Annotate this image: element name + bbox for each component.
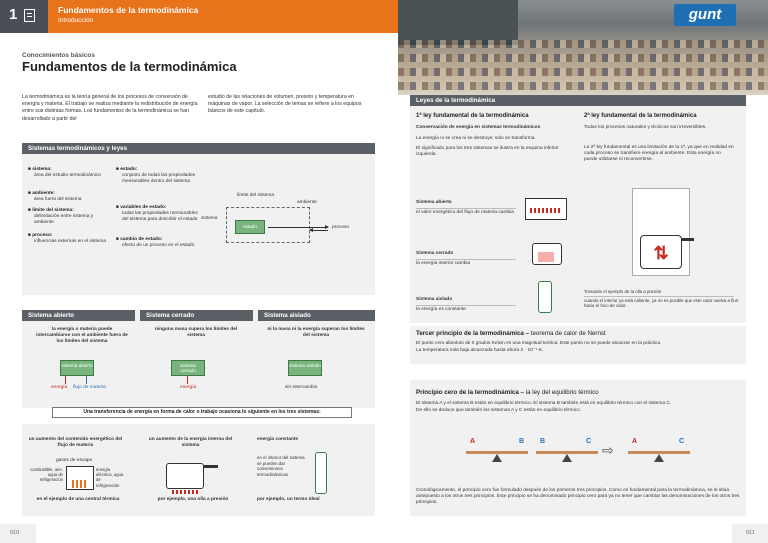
divider xyxy=(416,259,516,260)
example-isolated-desc: la energía es constante xyxy=(416,307,466,312)
limit-label: límite del sistema xyxy=(237,193,275,198)
third-law-line2: La temperatura más baja alcanzada hasta ahora 2 · 10⁻⁹ K. xyxy=(416,348,544,353)
audience-row xyxy=(398,54,768,62)
zeroth-law-title-rest: la ley del equilibrio térmico xyxy=(523,389,599,396)
open-flow-label: flujo de materia xyxy=(73,385,106,390)
thermos-icon xyxy=(538,281,552,313)
desc: área fuera del sistema xyxy=(34,197,82,203)
heat-arrows-icon: ⇅ xyxy=(653,243,669,263)
ambient-label: ambiente xyxy=(297,200,317,205)
transfer-banner: Una transferencia de energía en forma de calor o trabajo ocasiona lo siguiente en los tres sistemas: xyxy=(52,407,352,418)
example-closed-desc: la energía interior cambia xyxy=(416,261,471,266)
open-energy-label: energía xyxy=(51,385,68,390)
open-system-desc: la energía o materia puede intercambiarse con el ambiente fuera de los límites del sistema xyxy=(36,327,128,345)
energy-arrow xyxy=(187,376,188,384)
zeroth-law-line2: De ello se deduce que también los sistemas A y C están en equilibrio térmico. xyxy=(416,408,582,413)
second-law-line2: La 2ª ley fundamental es una limitación de la 1ª, ya que en realidad en cada proceso se transfiere energía al ambiente. Esta energía no puede utilizarse ni reconvertirse. xyxy=(584,145,734,163)
fulcrum-icon xyxy=(492,454,502,462)
isolated-system-box: sistema aislado xyxy=(288,360,322,376)
divider xyxy=(416,305,516,306)
fulcrum-icon xyxy=(654,454,664,462)
audience-row xyxy=(398,82,768,90)
term: variables de estado: xyxy=(120,205,167,210)
term: límite del sistema: xyxy=(32,208,74,213)
label-a2: A xyxy=(632,438,638,445)
first-law-title: 1ª ley fundamental de la termodinámica xyxy=(416,113,529,119)
isolated-label: sin intercambio xyxy=(285,385,318,390)
chapter-number: 1 xyxy=(9,6,18,23)
definition-ambiente: ■ ambiente: área fuera del sistema xyxy=(28,191,82,203)
isolated-system-desc: ni la masa ni la energía superan los límites del sistema xyxy=(267,327,365,339)
page-number-left: 010 xyxy=(10,530,20,536)
divider xyxy=(584,296,734,297)
third-law-title-bold: Tercer principio de la termodinámica – xyxy=(416,330,530,337)
label-c: C xyxy=(586,438,592,445)
definition-limite: ■ límite del sistema: delimitación entre sistema y ambiente xyxy=(28,208,108,227)
zeroth-law-title xyxy=(416,389,599,396)
desc: efecto de un proceso en el estado xyxy=(122,243,195,249)
thermos-icon xyxy=(315,452,327,494)
chapter-subtitle: Introducción xyxy=(58,17,94,24)
closed-energy-label: energía xyxy=(180,385,197,390)
intro-text-right: estudio de las relaciones de volumen, presión y temperatura en máquinas de vapor. La selección de temas se refiere a los equipos básicos de este capítulo. xyxy=(208,94,362,115)
isolated-system-heading: Sistema aislado xyxy=(258,310,375,321)
closed-system-heading: Sistema cerrado xyxy=(140,310,253,321)
term: cambio de estado: xyxy=(120,237,163,242)
term: sistema: xyxy=(32,167,52,172)
divider xyxy=(416,208,516,209)
open-example: en el ejemplo de una central térmica xyxy=(36,497,120,502)
cooker-caption-title: Tomando el ejemplo de la olla a presión xyxy=(584,289,662,294)
definition-sistema: ■ sistema: área del estudio termodinámico xyxy=(28,167,101,179)
flame-icon xyxy=(72,480,88,488)
label-b: B xyxy=(519,438,525,445)
page-title: Fundamentos de la termodinámica xyxy=(22,59,237,74)
example-isolated-title: Sistema aislado xyxy=(416,297,453,302)
first-law-subtitle: Conservación de energía en sistemas termodinámicos xyxy=(416,125,541,130)
zeroth-law-title-bold: Principio cero de la termodinámica – xyxy=(416,389,524,396)
third-law-title xyxy=(416,330,606,337)
second-law-title: 2ª ley fundamental de la termodinámica xyxy=(584,113,697,119)
example-open-title: Sistema abierto xyxy=(416,200,452,205)
third-law-line1: El punto cero absoluto de 0 grados Kelvin es una magnitud teórica. Este punto no se puede alcanzar en la práctica. xyxy=(416,341,662,346)
isolated-example: por ejemplo, un termo ideal xyxy=(257,497,320,502)
audience-row xyxy=(398,68,768,76)
systems-heading: Sistemas termodinámicos y leyes xyxy=(22,143,375,154)
first-law-line2: El significado para los tres sistemas se ilustra en la esquina inferior izquierda. xyxy=(416,146,559,158)
process-label: proceso xyxy=(332,225,350,230)
closed-system-desc: ninguna masa supera los límites del sistema xyxy=(154,327,238,339)
open-effect: un aumento del contenido energético del flujo de materia xyxy=(28,437,123,449)
example-closed-title: Sistema cerrado xyxy=(416,251,454,256)
open-system-heading: Sistema abierto xyxy=(22,310,135,321)
intro-text-left: La termodinámica es la teoría general de los procesos de conversión de energía y materia. El trabajo se realiza mediante la redistribución de energía entre sus distintas formas. Los fundamentos de la termodinámica se han desarrollado a partir del xyxy=(22,94,198,122)
plant-output-label: energía eléctrica, agua de refrigeración xyxy=(96,467,124,488)
flame-icon xyxy=(530,208,562,213)
exhaust-label: gases de escape xyxy=(56,458,93,463)
term: ambiente: xyxy=(32,191,55,196)
closed-effect: un aumento de la energía interna del sistema xyxy=(148,437,233,449)
term: proceso: xyxy=(32,233,53,238)
section-label: Conocimientos básicos xyxy=(22,52,95,59)
label-c2: C xyxy=(679,438,685,445)
gunt-logo: gunt xyxy=(674,4,736,26)
desc: influencias externas en el sistema xyxy=(34,239,106,245)
closed-example: por ejemplo, una olla a presión xyxy=(157,497,229,502)
open-system-box: sistema abierto xyxy=(60,360,94,376)
desc: todas las propiedades mensurables del sistema para describir el estado xyxy=(122,211,198,223)
label-b2: B xyxy=(540,438,546,445)
desc: conjunto de todas las propiedades mensurables dentro del sistema xyxy=(122,173,196,185)
fulcrum-icon xyxy=(562,454,572,462)
heat-fill xyxy=(538,252,554,262)
flame-icon xyxy=(172,490,198,494)
isolated-effect: energía constante xyxy=(257,437,299,442)
blackboard-shape xyxy=(398,0,518,45)
second-law-line1: Todos los procesos naturales y técnicos son irreversibles. xyxy=(584,125,707,130)
system-label: sistema xyxy=(201,216,218,221)
audience-row xyxy=(398,40,768,48)
page-number-right: 011 xyxy=(746,530,755,536)
process-arrow-back xyxy=(310,230,328,231)
chapter-badge xyxy=(0,0,48,33)
first-law-line1: La energía ni se crea ni se destruye; solo se transforma. xyxy=(416,136,536,141)
definition-cambio: ■ cambio de estado: efecto de un proceso en el estado xyxy=(116,237,195,249)
cooker-handle xyxy=(204,465,218,468)
definition-estado: ■ estado: conjunto de todas las propiedades mensurables dentro del sistema xyxy=(116,167,198,186)
system-types-panel xyxy=(22,310,375,408)
third-law-title-rest: teorema de calor de Nernst xyxy=(529,330,606,337)
zeroth-law-line1: El sistema A y el sistema B están en equilibrio térmico. El sistema B también está en equilibrio térmico con el sistema C. xyxy=(416,401,672,406)
book-icon xyxy=(24,9,35,22)
definition-variables: ■ variables de estado: todas las propiedades mensurables del sistema para describir el estado xyxy=(116,205,198,223)
energy-arrow xyxy=(65,376,66,384)
state-box: estado xyxy=(235,220,265,234)
isolated-note: en el interior del sistema se pueden dar conversiones termodinámicas xyxy=(257,455,305,477)
cooker-handle xyxy=(682,238,694,241)
label-a: A xyxy=(470,438,476,445)
desc: área del estudio termodinámico xyxy=(34,173,101,179)
process-arrow xyxy=(268,227,328,228)
desc: delimitación entre sistema y ambiente xyxy=(34,214,94,226)
chapter-title: Fundamentos de la termodinámica xyxy=(58,5,199,15)
pressure-cooker-icon xyxy=(166,463,204,489)
example-open-desc: el valor energético del flujo de materia cambia xyxy=(416,210,514,215)
definition-proceso: ■ proceso: influencias externas en el sistema xyxy=(28,233,106,245)
mass-flow-arrow xyxy=(86,376,87,384)
chapter-title-bar xyxy=(48,0,398,33)
cooker-caption-desc: cuando el interior ya está caliente, ya no es posible que este calor vuelva a fluir hacia el foco de calor. xyxy=(584,298,739,309)
term: estado: xyxy=(120,167,138,172)
plant-input-label: combustible, aire, agua de refrigeración xyxy=(30,467,63,483)
implies-arrow-icon: ⇨ xyxy=(602,442,614,458)
zeroth-law-footer: Cronológicamente, el principio cero fue formulado después de los primeros tres principios. Como es fundamental para la termodinámica, se le sitúa antepuesto a los otros tres principios. Este principio se ha denominado principio cero para ya no tener que cambiar las denominaciones de los otros tres principios. xyxy=(416,488,740,506)
closed-system-box: sistema cerrado xyxy=(171,360,205,376)
laws-heading: Leyes de la termodinámica xyxy=(410,95,746,106)
